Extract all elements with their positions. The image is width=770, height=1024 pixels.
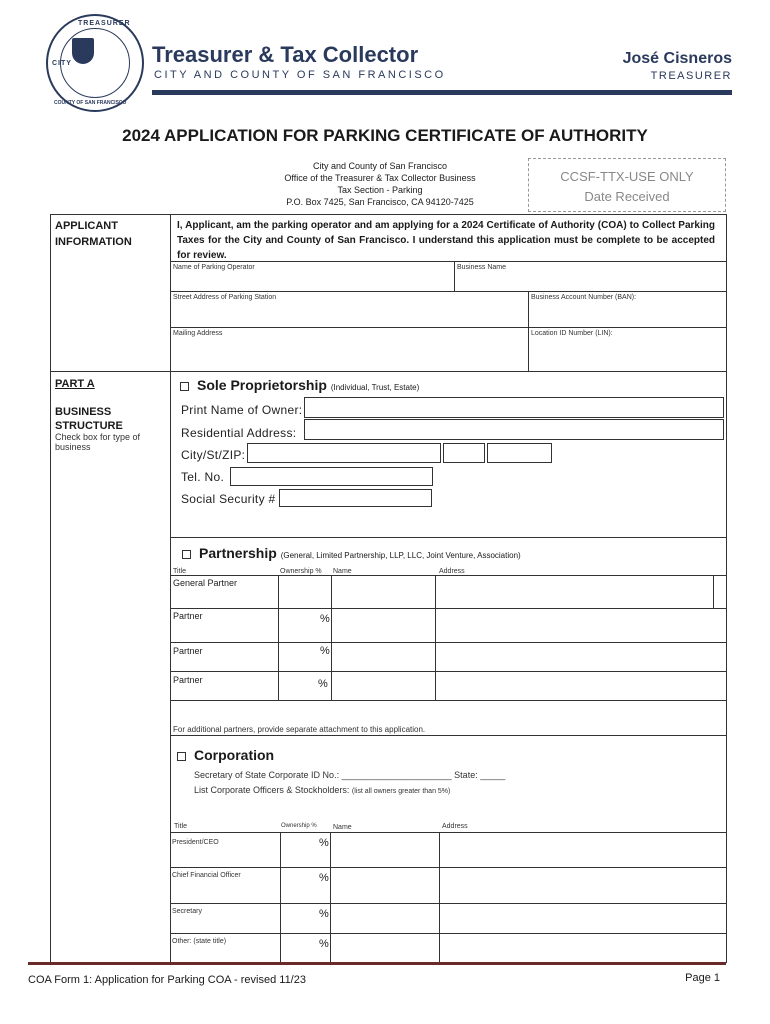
form-id: COA Form 1: Application for Parking COA - revised 11/23 (28, 974, 306, 986)
ct-line-3 (170, 933, 727, 934)
city-input[interactable] (247, 443, 441, 463)
corp-percent: % (319, 837, 329, 849)
org-subtitle: CITY AND COUNTY OF SAN FRANCISCO (154, 69, 446, 81)
structure-hint: Check box for type of business (55, 432, 141, 452)
owner-name-label: Print Name of Owner: (181, 403, 303, 417)
footer-rule (28, 962, 726, 965)
corp-col-title: Title (174, 823, 187, 830)
ct-vline-2 (330, 832, 331, 962)
part-a-label: PART A (55, 378, 95, 390)
mailing-address-field[interactable] (170, 327, 529, 372)
corporation-table (170, 832, 727, 962)
partnership-heading-note: (General, Limited Partnership, LLP, LLC, Joint Venture, Association) (280, 551, 521, 560)
zip-input[interactable] (487, 443, 552, 463)
tel-label: Tel. No. (181, 470, 225, 484)
corp-percent: % (319, 908, 329, 920)
sole-bottom-border (170, 537, 727, 538)
partnership-row-title: Partner (173, 611, 203, 621)
pt-vline-3 (435, 575, 436, 700)
corp-row-title: Secretary (172, 908, 202, 915)
mailing-address-label: Mailing Address (173, 330, 223, 337)
header-rule (152, 90, 732, 95)
corp-col-address: Address (442, 823, 468, 830)
corporation-heading (177, 747, 274, 763)
ct-vline-3 (439, 832, 440, 962)
partnership-col-name: Name (333, 568, 352, 575)
address-line-3: Tax Section - Parking (337, 185, 423, 195)
corp-percent: % (319, 872, 329, 884)
operator-name-label: Name of Parking Operator (173, 264, 255, 271)
structure-label: STRUCTURE (55, 420, 123, 432)
residential-address-input[interactable] (304, 419, 724, 440)
officers-line (194, 785, 450, 795)
pt-line-1 (170, 608, 727, 609)
pt-line-4 (170, 700, 727, 701)
corp-row-title: Chief Financial Officer (172, 872, 241, 879)
part-a-left-border (50, 371, 51, 963)
pt-vline-2 (331, 575, 332, 700)
partnership-percent: % (320, 645, 330, 657)
ct-vline-1 (280, 832, 281, 962)
office-use-label: CCSF-TTX-USE ONLY (560, 169, 694, 184)
partnership-table (170, 575, 727, 701)
official-title: TREASURER (650, 70, 732, 82)
business-name-label: Business Name (457, 264, 507, 271)
seal-left-text: CITY (52, 60, 72, 67)
lin-label: Location ID Number (LIN): (531, 330, 613, 337)
partnership-row-title: General Partner (173, 578, 238, 588)
corp-row-title: Other: (state title) (172, 938, 227, 945)
partnership-row-title: Partner (173, 646, 203, 656)
ct-line-0 (170, 832, 727, 833)
corp-col-name: Name (333, 824, 352, 831)
state-input[interactable] (443, 443, 485, 463)
partnership-col-title: Title (173, 568, 186, 575)
treasurer-seal-logo (46, 14, 144, 112)
seal-bottom-text: COUNTY OF SAN FRANCISCO (54, 100, 127, 106)
partnership-heading-text: Partnership (199, 545, 277, 561)
date-received-label: Date Received (584, 189, 670, 204)
document-title: 2024 APPLICATION FOR PARKING CERTIFICATE OF AUTHORITY (122, 126, 648, 145)
page-number: Page 1 (685, 972, 720, 984)
ct-line-2 (170, 903, 727, 904)
official-name: José Cisneros (622, 50, 732, 67)
sole-heading-note: (Individual, Trust, Estate) (330, 383, 420, 392)
corp-col-ownership: Ownership % (281, 823, 317, 829)
sole-heading-text: Sole Proprietorship (197, 377, 327, 393)
applicant-statement: I, Applicant, am the parking operator and am applying for a 2024 Certificate of Authority (COA) to Collect Parking Taxes for the City and County of San Francisco. I understand this application must be complete to be accepted for review. (177, 220, 715, 261)
partnership-heading (182, 545, 521, 561)
business-label: BUSINESS (55, 406, 112, 418)
address-line-2: Office of the Treasurer & Tax Collector Business (284, 173, 476, 183)
sole-proprietorship-heading (180, 377, 419, 393)
pt-line-2 (170, 642, 727, 643)
partnership-col-ownership: Ownership % (280, 568, 322, 575)
tel-input[interactable] (230, 467, 433, 486)
owner-name-input[interactable] (304, 397, 724, 418)
address-line-1: City and County of San Francisco (312, 161, 448, 171)
partnership-col-address: Address (439, 568, 465, 575)
ssn-input[interactable] (279, 489, 432, 507)
partnership-bottom-border (170, 735, 727, 736)
corporation-checkbox[interactable] (177, 752, 186, 761)
address-line-4: P.O. Box 7425, San Francisco, CA 94120-7425 (286, 197, 474, 207)
residential-address-label: Residential Address: (181, 426, 297, 440)
officers-note: (list all owners greater than 5%) (351, 788, 451, 795)
seal-shield-icon (72, 38, 94, 64)
pt-vline-4 (713, 575, 714, 608)
partnership-percent: % (318, 678, 328, 690)
pt-line-0 (170, 575, 727, 576)
partnership-row-title: Partner (173, 675, 203, 685)
ssn-label: Social Security # (181, 492, 276, 506)
sos-id-line: Secretary of State Corporate ID No.: ______________________ State: _____ (194, 770, 506, 780)
part-a-top-border (50, 371, 727, 372)
office-use-box (528, 158, 726, 212)
street-address-label: Street Address of Parking Station (173, 294, 277, 301)
corporation-heading-text: Corporation (194, 747, 275, 763)
pt-vline-1 (278, 575, 279, 700)
ct-line-1 (170, 867, 727, 868)
information-label: INFORMATION (55, 236, 132, 248)
seal-top-text: TREASURER (78, 20, 131, 27)
applicant-label: APPLICANT (55, 220, 118, 232)
partnership-checkbox[interactable] (182, 550, 191, 559)
ban-label: Business Account Number (BAN): (531, 294, 637, 301)
org-title: Treasurer & Tax Collector (152, 42, 419, 67)
partnership-percent: % (320, 613, 330, 625)
sole-proprietorship-checkbox[interactable] (180, 382, 189, 391)
officers-label: List Corporate Officers & Stockholders: (194, 785, 350, 795)
corp-percent: % (319, 938, 329, 950)
corp-row-title: President/CEO (172, 839, 219, 846)
city-st-zip-label: City/St/ZIP: (181, 448, 246, 462)
additional-partners-note: For additional partners, provide separate attachment to this application. (173, 725, 426, 734)
pt-line-3 (170, 671, 727, 672)
